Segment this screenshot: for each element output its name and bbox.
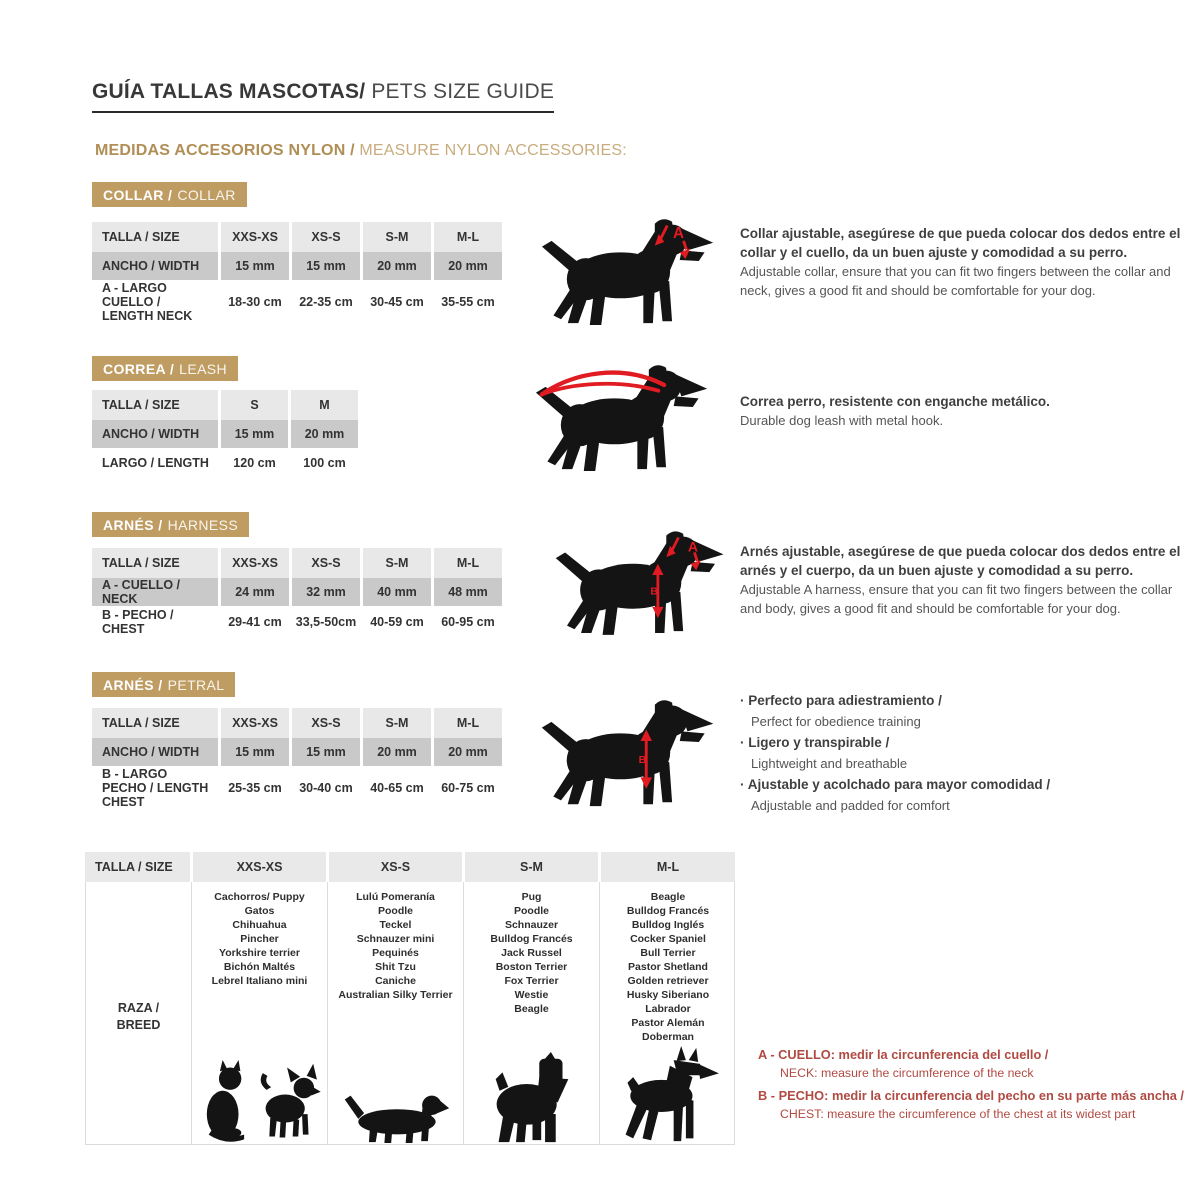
- row-label-es: RAZA /: [117, 1001, 160, 1015]
- row-label: LARGO / LENGTH: [102, 456, 209, 470]
- column-header: S-M: [462, 852, 598, 882]
- badge-label-es: COLLAR /: [103, 186, 173, 203]
- breed-item: Lebrel Italiano mini: [211, 975, 308, 987]
- petral-size-table: [92, 708, 502, 810]
- breed-item: Schnauzer mini: [356, 933, 435, 945]
- breed-item: Fox Terrier: [504, 975, 559, 987]
- breed-item: Shit Tzu: [375, 961, 416, 973]
- table-value: 60-75 cm: [431, 766, 502, 810]
- dachshund-silhouette: [342, 1086, 450, 1144]
- breed-item: Australian Silky Terrier: [338, 989, 453, 1001]
- bullet-en: Lightweight and breathable: [751, 756, 908, 771]
- measurement-notes: [758, 1046, 1200, 1128]
- table-value: 20 mm: [360, 738, 431, 766]
- petral-badge: [92, 672, 235, 697]
- schnauzer-silhouette: [486, 1052, 578, 1144]
- breed-cell-xxs-xs: [191, 882, 327, 1144]
- column-header: XS-S: [289, 548, 360, 578]
- table-value: 48 mm: [431, 578, 502, 606]
- badge-label-en: HARNESS: [167, 516, 239, 533]
- subtitle-es: MEDIDAS ACCESORIOS NYLON /: [95, 142, 355, 159]
- collar-size-table: [92, 222, 502, 324]
- table-value: 20 mm: [431, 738, 502, 766]
- column-header: M-L: [431, 548, 502, 578]
- table-value: 20 mm: [360, 252, 431, 280]
- table-value: 33,5-50cm: [289, 606, 360, 638]
- breed-cell-xs-s: [327, 882, 463, 1144]
- table-value: 40-59 cm: [360, 606, 431, 638]
- breed-size-table: [85, 852, 735, 1145]
- breed-item: Pincher: [240, 933, 279, 945]
- petral-bullets: [740, 690, 1190, 816]
- column-header: TALLA / SIZE: [92, 548, 218, 578]
- breed-item: Jack Russel: [501, 947, 562, 959]
- column-header: XXS-XS: [218, 708, 289, 738]
- table-value: 18-30 cm: [218, 280, 289, 324]
- table-value: 20 mm: [431, 252, 502, 280]
- row-label-en: BREED: [116, 1018, 161, 1032]
- breed-cell-m-l: [599, 882, 736, 1144]
- column-header: TALLA / SIZE: [92, 390, 218, 420]
- measure-label-b: B: [638, 754, 647, 767]
- column-header: M: [288, 390, 358, 420]
- breed-list: [212, 890, 308, 988]
- collar-description: [740, 224, 1185, 300]
- breed-item: Chihuahua: [232, 919, 287, 931]
- breed-row-label: [86, 882, 191, 1144]
- harness-desc-es: Arnés ajustable, asegúrese de que pueda colocar dos dedos entre el arnés y el cuerpo, da un buen ajuste y comodidad a su perro.: [740, 544, 1181, 578]
- table-value: 32 mm: [289, 578, 360, 606]
- breed-cell-s-m: [463, 882, 599, 1144]
- bullet-en: Adjustable and padded for comfort: [751, 798, 950, 813]
- leash-desc-es: Correa perro, resistente con enganche metálico.: [740, 394, 1050, 409]
- breed-item: Bulldog Francés: [490, 933, 573, 945]
- breed-item: Poodle: [377, 905, 413, 917]
- table-value: 40-65 cm: [360, 766, 431, 810]
- breed-item: Schnauzer: [504, 919, 559, 931]
- column-header: XS-S: [289, 708, 360, 738]
- bullet-en: Perfect for obedience training: [751, 714, 921, 729]
- harness-dog-figure: [552, 528, 730, 636]
- table-value: 25-35 cm: [218, 766, 289, 810]
- measure-label-a: A: [673, 225, 685, 242]
- table-value: 15 mm: [289, 738, 360, 766]
- table-value: 15 mm: [218, 738, 289, 766]
- row-label: ANCHO / WIDTH: [92, 252, 218, 280]
- page-title: [92, 80, 554, 113]
- breed-item: Teckel: [379, 919, 412, 931]
- bullet-es: · Ajustable y acolchado para mayor comodidad /: [740, 774, 1190, 795]
- breed-item: Gatos: [244, 905, 275, 917]
- breed-list: [490, 890, 572, 1016]
- breed-item: Poodle: [513, 905, 549, 917]
- breed-item: Beagle: [650, 891, 686, 903]
- bullet-es: · Perfecto para adiestramiento /: [740, 690, 1190, 711]
- leash-badge: [92, 356, 238, 381]
- row-label: ANCHO / WIDTH: [92, 738, 218, 766]
- breed-item: Beagle: [514, 1003, 549, 1015]
- badge-label-es: ARNÉS /: [103, 516, 163, 533]
- badge-label-es: ARNÉS /: [103, 676, 163, 693]
- breed-table-body: [85, 882, 735, 1145]
- petral-dog-figure: [538, 696, 720, 808]
- column-header: TALLA / SIZE: [85, 852, 190, 882]
- column-header: XXS-XS: [218, 222, 289, 252]
- measure-label-b: B: [650, 586, 658, 598]
- table-value: 120 cm: [218, 448, 288, 478]
- table-value: 30-40 cm: [289, 766, 360, 810]
- breed-item: Boston Terrier: [495, 961, 568, 973]
- column-header: XXS-XS: [218, 548, 289, 578]
- leash-size-table: [92, 390, 358, 478]
- breed-item: Labrador: [645, 1003, 691, 1015]
- collar-badge: [92, 182, 247, 207]
- cat-and-chihuahua-silhouette: [199, 1060, 321, 1144]
- badge-label-en: LEASH: [179, 360, 228, 377]
- harness-desc-en: Adjustable A harness, ensure that you can fit two fingers between the collar and body, gives a good fit and should be comfortable for your dog.: [740, 582, 1173, 616]
- table-value: 40 mm: [360, 578, 431, 606]
- bullet-es: · Ligero y transpirable /: [740, 732, 1190, 753]
- badge-label-en: COLLAR: [177, 186, 236, 203]
- table-value: 100 cm: [288, 448, 358, 478]
- breed-item: Husky Siberiano: [626, 989, 710, 1001]
- column-header: TALLA / SIZE: [92, 708, 218, 738]
- breed-item: Golden retriever: [627, 975, 709, 987]
- dog-silhouette: [542, 219, 713, 325]
- dog-silhouette: [556, 531, 724, 635]
- collar-desc-en: Adjustable collar, ensure that you can fit two fingers between the collar and neck, gives a good fit and should be comfortable for your dog.: [740, 264, 1171, 298]
- column-header: S-M: [360, 708, 431, 738]
- breed-item: Caniche: [375, 975, 416, 987]
- breed-item: Pastor Alemán: [631, 1017, 705, 1029]
- breed-item: Lulú Pomeranía: [356, 891, 435, 903]
- column-header: XXS-XS: [190, 852, 326, 882]
- breed-item: Bichón Maltés: [223, 961, 296, 973]
- table-value: 29-41 cm: [218, 606, 289, 638]
- row-label: ANCHO / WIDTH: [92, 420, 218, 448]
- measure-label-a: A: [687, 538, 698, 555]
- page-title-es: GUÍA TALLAS MASCOTAS/: [92, 80, 366, 103]
- note-a-en: NECK: measure the circumference of the neck: [780, 1066, 1034, 1080]
- breed-item: Pug: [521, 891, 542, 903]
- note-a-es: A - CUELLO: medir la circunferencia del cuello /: [758, 1047, 1049, 1062]
- column-header: M-L: [431, 222, 502, 252]
- leash-dog-figure: [532, 362, 714, 472]
- dog-silhouette: [542, 700, 713, 806]
- column-header: M-L: [598, 852, 735, 882]
- column-header: TALLA / SIZE: [92, 222, 218, 252]
- breed-list: [338, 890, 452, 1002]
- breed-item: Pastor Shetland: [628, 961, 708, 973]
- breed-item: Cachorros/ Puppy: [214, 891, 305, 903]
- table-value: 15 mm: [218, 252, 289, 280]
- row-label: A - CUELLO / NECK: [92, 578, 218, 606]
- harness-badge: [92, 512, 249, 537]
- doberman-silhouette: [615, 1046, 721, 1144]
- table-value: 22-35 cm: [289, 280, 360, 324]
- column-header: XS-S: [326, 852, 462, 882]
- column-header: S: [218, 390, 288, 420]
- column-header: XS-S: [289, 222, 360, 252]
- breed-list: [627, 890, 709, 1044]
- column-header: M-L: [431, 708, 502, 738]
- breed-item: Yorkshire terrier: [219, 947, 300, 959]
- badge-label-en: PETRAL: [167, 676, 225, 693]
- page-title-en: PETS SIZE GUIDE: [365, 80, 555, 103]
- collar-dog-figure: [538, 216, 720, 326]
- harness-description: [740, 542, 1185, 618]
- breed-item: Bulldog Francés: [626, 905, 710, 917]
- table-value: 15 mm: [218, 420, 288, 448]
- row-label: A - LARGO CUELLO / LENGTH NECK: [102, 281, 193, 323]
- collar-desc-es: Collar ajustable, asegúrese de que pueda colocar dos dedos entre el collar y el cuello, da un buen ajuste y comodidad a su perro.: [740, 226, 1181, 260]
- leash-desc-en: Durable dog leash with metal hook.: [740, 413, 944, 428]
- badge-label-es: CORREA /: [103, 360, 175, 377]
- table-value: 24 mm: [218, 578, 289, 606]
- table-value: 35-55 cm: [431, 280, 502, 324]
- subtitle-en: MEASURE NYLON ACCESSORIES:: [354, 142, 627, 159]
- table-value: 60-95 cm: [431, 606, 502, 638]
- breed-item: Cocker Spaniel: [630, 933, 706, 945]
- column-header: S-M: [360, 548, 431, 578]
- page-subtitle: [95, 142, 627, 160]
- leash-description: [740, 392, 1185, 430]
- breed-table-header: [85, 852, 735, 882]
- row-label: B - PECHO / CHEST: [102, 608, 174, 636]
- breed-item: Doberman: [642, 1031, 694, 1043]
- breed-item: Bull Terrier: [640, 947, 696, 959]
- breed-item: Bulldog Inglés: [631, 919, 705, 931]
- note-b-en: CHEST: measure the circumference of the chest at its widest part: [780, 1107, 1136, 1121]
- table-value: 30-45 cm: [360, 280, 431, 324]
- breed-item: Westie: [514, 989, 549, 1001]
- table-value: 15 mm: [289, 252, 360, 280]
- breed-item: Pequinés: [372, 947, 419, 959]
- table-value: 20 mm: [288, 420, 358, 448]
- harness-size-table: [92, 548, 502, 638]
- note-b-es: B - PECHO: medir la circunferencia del pecho en su parte más ancha /: [758, 1088, 1184, 1103]
- row-label: B - LARGO PECHO / LENGTH CHEST: [102, 767, 209, 809]
- column-header: S-M: [360, 222, 431, 252]
